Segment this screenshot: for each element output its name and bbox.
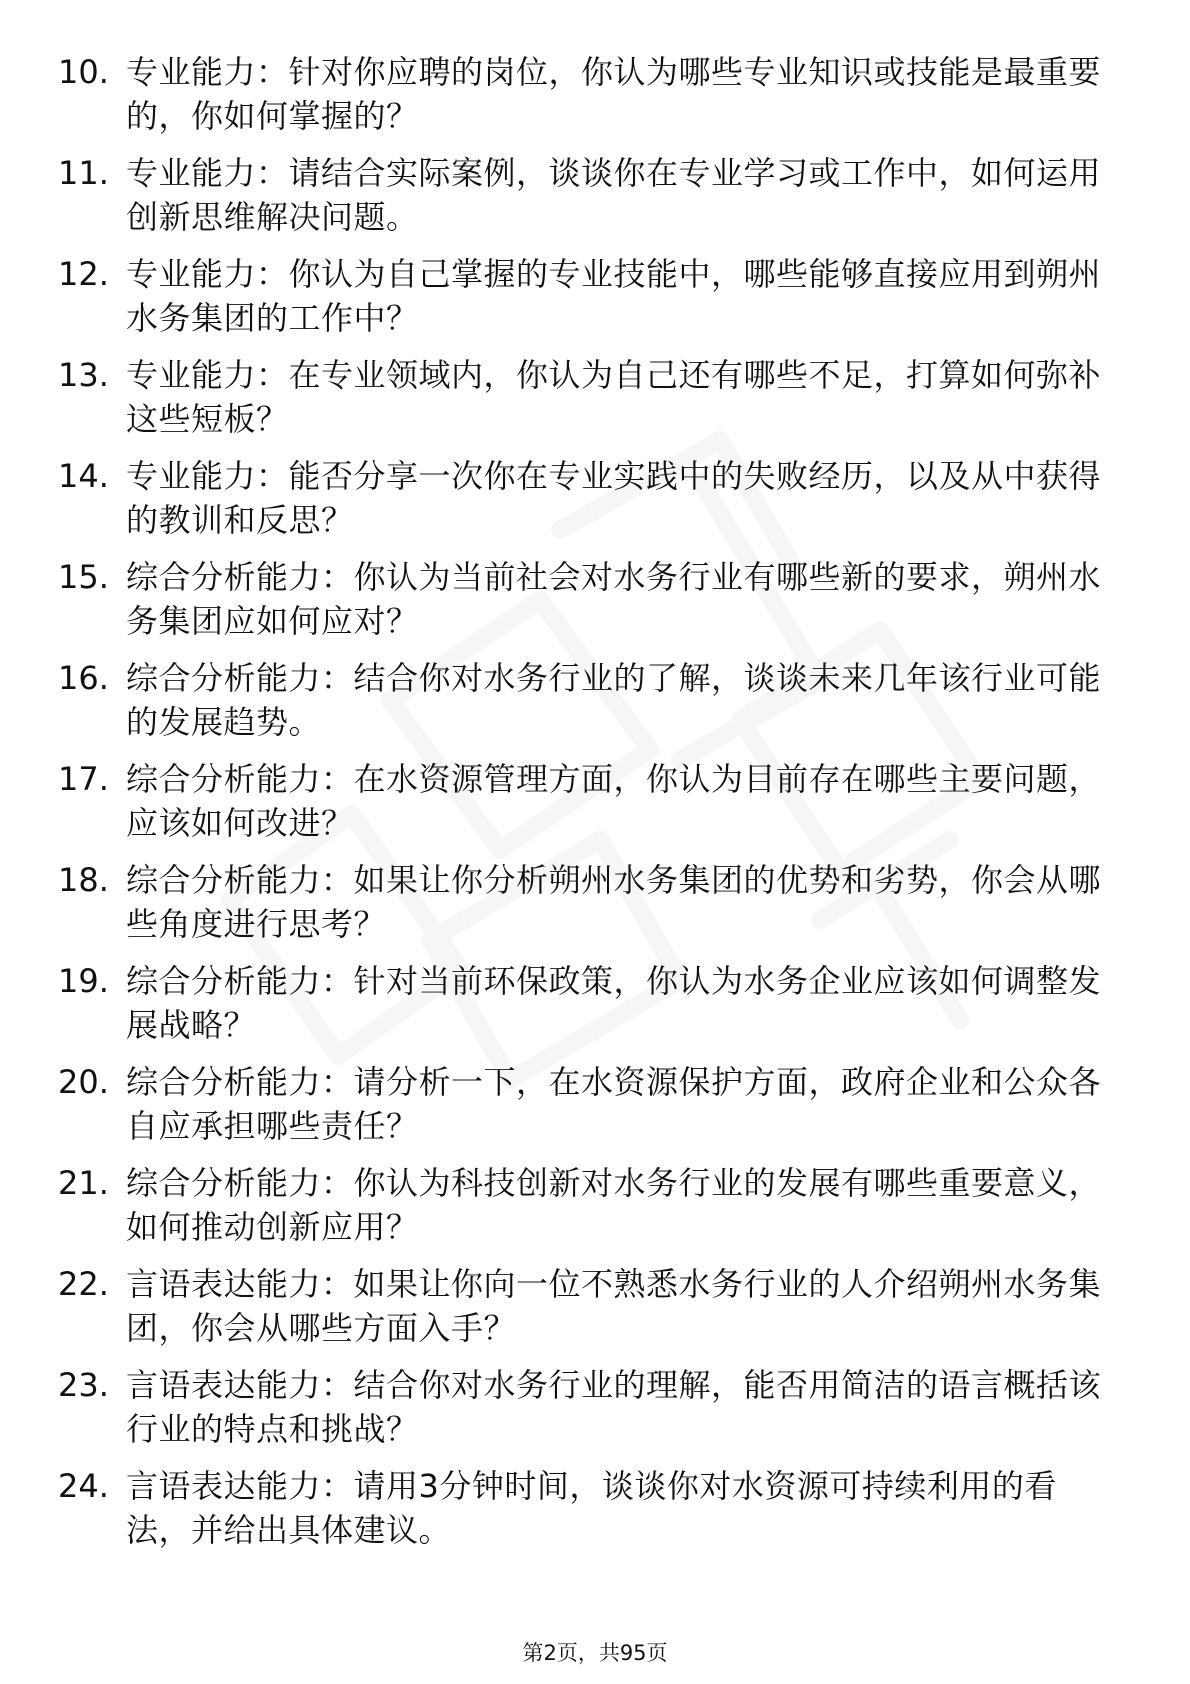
page-footer: 第2页，共95页: [522, 1641, 668, 1665]
question-list: [58, 50, 1118, 1565]
question-item: [58, 454, 1118, 555]
question-text: 综合分析能力：结合你对水务行业的了解，谈谈未来几年该行业可能的发展趋势。: [126, 659, 1102, 741]
question-number: 21.: [58, 1164, 109, 1202]
question-number: 14.: [58, 457, 109, 495]
question-number: 16.: [58, 659, 109, 697]
question-item: [58, 656, 1118, 757]
question-text: 言语表达能力：如果让你向一位不熟悉水务行业的人介绍朔州水务集团，你会从哪些方面入手？: [126, 1265, 1102, 1347]
question-item: [58, 353, 1118, 454]
question-item: [58, 1363, 1118, 1464]
question-item: [58, 151, 1118, 252]
question-item: [58, 1060, 1118, 1161]
question-text: 综合分析能力：你认为当前社会对水务行业有哪些新的要求，朔州水务集团应如何应对？: [126, 558, 1102, 640]
question-item: [58, 858, 1118, 959]
question-item: [58, 1161, 1118, 1262]
question-number: 23.: [58, 1366, 109, 1404]
question-text: 专业能力：请结合实际案例，谈谈你在专业学习或工作中，如何运用创新思维解决问题。: [126, 154, 1102, 236]
question-text: 综合分析能力：如果让你分析朔州水务集团的优势和劣势，你会从哪些角度进行思考？: [126, 861, 1102, 943]
question-number: 20.: [58, 1063, 109, 1101]
question-text: 专业能力：你认为自己掌握的专业技能中，哪些能够直接应用到朔州水务集团的工作中？: [126, 255, 1102, 337]
question-text: 言语表达能力：结合你对水务行业的理解，能否用简洁的语言概括该行业的特点和挑战？: [126, 1366, 1102, 1448]
question-number: 12.: [58, 255, 109, 293]
question-item: [58, 757, 1118, 858]
question-text: 言语表达能力：请用3分钟时间，谈谈你对水资源可持续利用的看法，并给出具体建议。: [126, 1467, 1057, 1549]
question-item: [58, 959, 1118, 1060]
question-text: 专业能力：针对你应聘的岗位，你认为哪些专业知识或技能是最重要的，你如何掌握的？: [126, 53, 1102, 135]
question-number: 17.: [58, 760, 109, 798]
question-item: [58, 50, 1118, 151]
question-text: 综合分析能力：针对当前环保政策，你认为水务企业应该如何调整发展战略？: [126, 962, 1102, 1044]
question-text: 综合分析能力：你认为科技创新对水务行业的发展有哪些重要意义，如何推动创新应用？: [126, 1164, 1102, 1246]
question-text: 综合分析能力：请分析一下，在水资源保护方面，政府企业和公众各自应承担哪些责任？: [126, 1063, 1102, 1145]
question-number: 13.: [58, 356, 109, 394]
question-text: 综合分析能力：在水资源管理方面，你认为目前存在哪些主要问题，应该如何改进？: [126, 760, 1102, 842]
question-number: 22.: [58, 1265, 109, 1303]
question-number: 15.: [58, 558, 109, 596]
question-number: 18.: [58, 861, 109, 899]
question-item: [58, 1464, 1118, 1565]
question-text: 专业能力：能否分享一次你在专业实践中的失败经历，以及从中获得的教训和反思？: [126, 457, 1102, 539]
question-item: [58, 252, 1118, 353]
question-number: 11.: [58, 154, 109, 192]
question-text: 专业能力：在专业领域内，你认为自己还有哪些不足，打算如何弥补这些短板？: [126, 356, 1102, 438]
question-number: 24.: [58, 1467, 109, 1505]
question-item: [58, 555, 1118, 656]
question-item: [58, 1262, 1118, 1363]
question-number: 19.: [58, 962, 109, 1000]
question-number: 10.: [58, 53, 109, 91]
